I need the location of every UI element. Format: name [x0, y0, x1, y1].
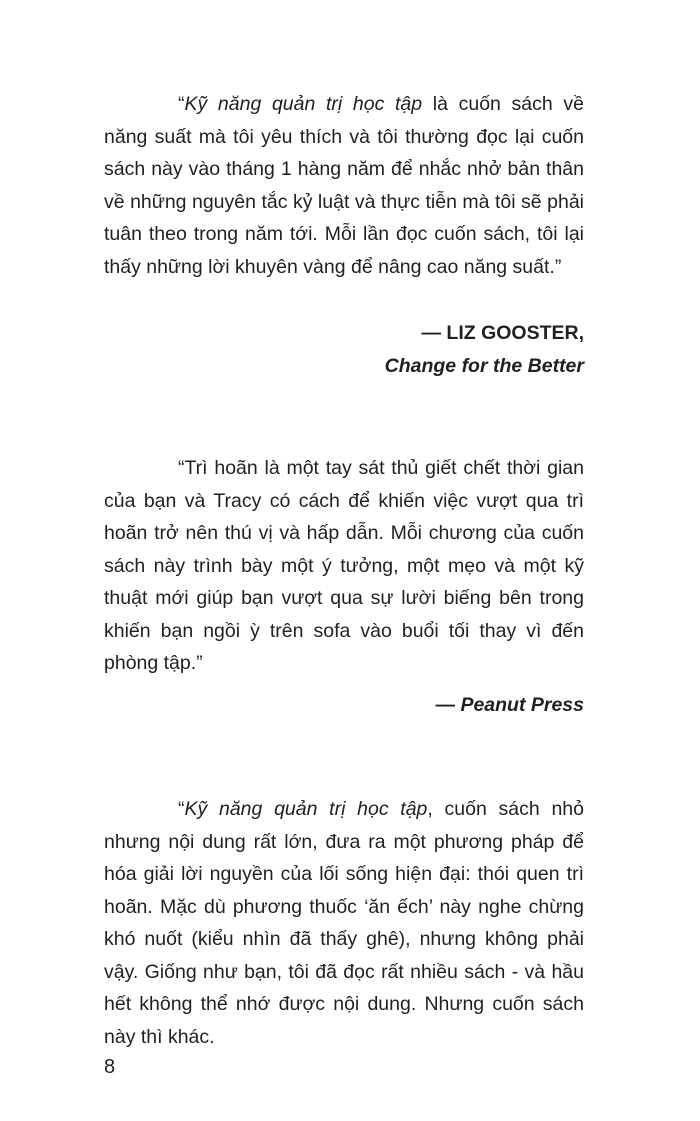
book-title: Kỹ năng quản trị học tập [184, 93, 423, 115]
attribution-2 [104, 689, 584, 721]
testimonial-quote-1: “Kỹ năng quản trị học tập là cuốn sách về năng suất mà tôi yêu thích và tôi thường đọc lại cuốn sách này vào tháng 1 hàng năm để nhắc nhở bản thân về những nguyên tắc kỷ luật và thực tiễn mà tôi sẽ phải tuân theo trong năm tới. Mỗi lần đọc cuốn sách, tôi lại thấy những lời khuyên vàng để nâng cao năng suất.” [104, 93, 584, 278]
page-number: 8 [104, 1056, 116, 1078]
attribution-1-source [104, 350, 584, 382]
attribution-source: Peanut Press [460, 694, 584, 716]
quote-text: “Trì hoãn là một tay sát thủ giết chết thời gian của bạn và Tracy có cách để khiến việc vượt qua trì hoãn trở nên thú vị và hấp dẫn. Mỗi chương của cuốn sách này trình bày một ý tưởng, một mẹo và một kỹ thuật mới giúp bạn vượt qua sự lười biếng bên trong khiến bạn ngồi ỳ trên sofa vào buổi tối thay vì đến phòng tập.” [104, 457, 584, 674]
book-page [104, 0, 584, 1121]
attribution-source: Change for the Better [384, 355, 584, 377]
quote-text: , cuốn sách nhỏ nhưng nội dung rất lớn, đưa ra một phương pháp để hóa giải lời nguyền của lối sống hiện đại: thói quen trì hoãn. Mặc dù phương thuốc ‘ăn ếch’ này nghe chừng khó nuốt (kiểu nhìn đã thấy ghê), nhưng không phải vậy. Giống như bạn, tôi đã đọc rất nhiều sách - và hầu hết không thể nhớ được nội dung. Nhưng cuốn sách này thì khác. [104, 798, 584, 1048]
em-dash: — [435, 694, 456, 716]
attribution-name: LIZ GOOSTER, [446, 322, 584, 344]
attribution-1-name [104, 317, 584, 349]
em-dash: — [421, 322, 441, 344]
book-title: Kỹ năng quản trị học tập [184, 798, 428, 820]
testimonial-quote-3: “Kỹ năng quản trị học tập, cuốn sách nhỏ nhưng nội dung rất lớn, đưa ra một phương pháp để hóa giải lời nguyền của lối sống hiện đại: thói quen trì hoãn. Mặc dù phương thuốc ‘ăn ếch’ này nghe chừng khó nuốt (kiểu nhìn đã thấy ghê), nhưng không phải vậy. Giống như bạn, tôi đã đọc rất nhiều sách - và hầu hết không thể nhớ được nội dung. Nhưng cuốn sách này thì khác. [104, 798, 584, 1048]
testimonial-quote-2 [104, 452, 584, 680]
quote-text: là cuốn sách về năng suất mà tôi yêu thích và tôi thường đọc lại cuốn sách này vào tháng 1 hàng năm để nhắc nhở bản thân về những nguyên tắc kỷ luật và thực tiễn mà tôi sẽ phải tuân theo trong năm tới. Mỗi lần đọc cuốn sách, tôi lại thấy những lời khuyên vàng để nâng cao năng suất.” [104, 93, 584, 278]
